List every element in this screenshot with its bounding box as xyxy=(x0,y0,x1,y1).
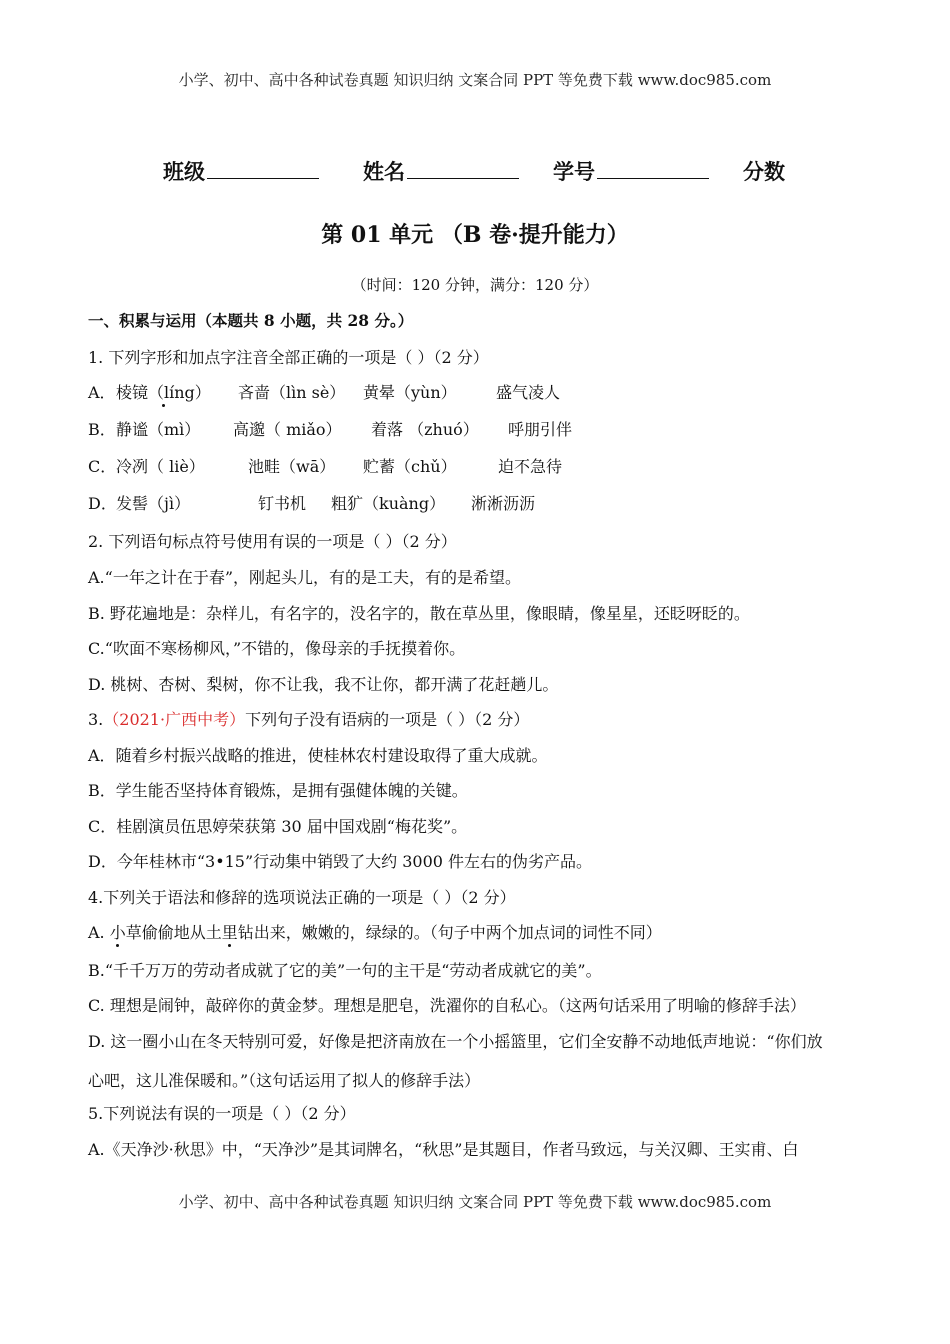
page-footer: 小学、初中、高中各种试卷真题 知识归纳 文案合同 PPT 等免费下载 www.doc985.com xyxy=(178,1193,772,1211)
q1-b-item2: 高邈（ miǎo） xyxy=(233,420,342,439)
q1-a-item1: 棱镜（líng） xyxy=(116,383,211,402)
q1-a-item3: 黄晕（yùn） xyxy=(363,383,457,402)
q1-d-item3: 粗犷（kuàng） xyxy=(331,494,446,513)
q4-dotted-word-2: 里 xyxy=(221,923,238,942)
q3-stem: 3.（2021·广西中考）下列句子没有语病的一项是（ ）（2 分） xyxy=(88,710,530,729)
exam-page: 小学、初中、高中各种试卷真题 知识归纳 文案合同 PPT 等免费下载 www.doc985.com 班级 姓名 学号 分数 第 01 单元 （B 卷·提升能力） （时间：120 分钟，满分：120 分） 一、积累与运用（本题共 8 小题，共 28 分。） 1. 下列字形和加点字注音全部正确的一项是（ ）（2 分） A． 棱镜（líng） 吝啬（lìn sè） 黄晕（yùn） 盛气凌人 B． 静谧（mì） 高邈（ miǎo） 着落 （zhuó） 呼朋引伴 C． 冷冽（ liè） 池畦（wā） 贮蓄（chǔ） 迫不急待 D． 发髻（jì） 钉书机 粗犷（kuàng） 淅淅沥沥 2. 下列语句标点符号使用有误的一项是（ ）（2 分） A.“一年之计在于春”，刚起头儿，有的是工夫，有的是希望。 B. 野花遍地是：杂样儿，有名字的，没名字的，散在草丛里，像眼睛，像星星，还眨呀眨的。 C.“吹面不寒杨柳风，”不错的，像母亲的手抚摸着你。 D. 桃树、杏树、梨树，你不让我，我不让你，都开满了花赶趟儿。 3.（2021·广西中考）下列句子没有语病的一项是（ ）（2 分） A．随着乡村振兴战略的推进，使桂林农村建设取得了重大成就。 B．学生能否坚持体育锻炼，是拥有强健体魄的关键。 C．桂剧演员伍思婷荣获第 30 届中国戏剧“梅花奖”。 D．今年桂林市“3•15”行动集中销毁了大约 3000 件左右的伪劣产品。 4.下列关于语法和修辞的选项说法正确的一项是（ ）（2 分） A. 小草偷偷地从土里钻出来，嫩嫩的，绿绿的。（句子中两个加点词的词性不同） B.“千千万万的劳动者成就了它的美”一句的主干是“劳动者成就它的美”。 C. 理想是闹钟，敲碎你的黄金梦。理想是肥皂，洗濯你的自私心。（这两句话采用了明喻的修辞手法） D. 这一圈小山在冬天特别可爱，好像是把济南放在一个小摇篮里，它们全安静不动地低声地说：“你们放 心吧，这儿准保暖和。”（这句话运用了拟人的修辞手法） 5.下列说法有误的一项是（ ）（2 分） A.《天净沙·秋思》中，“天净沙”是其词牌名，“秋思”是其题目，作者马致远，与关汉卿、王实甫、白 小学、初中、高中各种试卷真题 知识归纳 文案合同 PPT 等免费下载 www.doc985.com xyxy=(0,0,950,1344)
number-field: 学号 xyxy=(553,156,709,186)
q1-a-item2: 吝啬（lìn sè） xyxy=(238,383,346,402)
q5-option-a: A.《天净沙·秋思》中，“天净沙”是其词牌名，“秋思”是其题目，作者马致远，与关汉卿、王实甫、白 xyxy=(88,1140,799,1159)
q1-c-item2: 池畦（wā） xyxy=(248,457,336,476)
section-heading: 一、积累与运用（本题共 8 小题，共 28 分。） xyxy=(88,311,414,330)
q3-option-d: D．今年桂林市“3•15”行动集中销毁了大约 3000 件左右的伪劣产品。 xyxy=(88,852,593,871)
number-blank[interactable] xyxy=(597,156,709,179)
q1-a-item4: 盛气凌人 xyxy=(496,383,561,402)
score-field: 分数 xyxy=(743,159,785,184)
q1-c-item3: 贮蓄（chǔ） xyxy=(363,457,457,476)
page-header: 小学、初中、高中各种试卷真题 知识归纳 文案合同 PPT 等免费下载 www.doc985.com xyxy=(178,71,772,89)
q1-d-item4: 淅淅沥沥 xyxy=(471,494,536,513)
q1-b-item3: 着落 （zhuó） xyxy=(371,420,479,439)
class-blank[interactable] xyxy=(207,156,319,179)
q2-option-c: C.“吹面不寒杨柳风，”不错的，像母亲的手抚摸着你。 xyxy=(88,639,466,658)
q3-source: （2021·广西中考） xyxy=(103,710,246,729)
q4-option-a: A. 小草偷偷地从土里钻出来，嫩嫩的，绿绿的。（句子中两个加点词的词性不同） xyxy=(88,923,662,942)
q3-option-b: B．学生能否坚持体育锻炼，是拥有强健体魄的关键。 xyxy=(88,781,468,800)
q3-option-a: A．随着乡村振兴战略的推进，使桂林农村建设取得了重大成就。 xyxy=(88,746,548,765)
q2-option-d: D. 桃树、杏树、梨树，你不让我，我不让你，都开满了花赶趟儿。 xyxy=(88,675,559,694)
q1-stem: 1. 下列字形和加点字注音全部正确的一项是（ ）（2 分） xyxy=(88,348,489,367)
q2-option-b: B. 野花遍地是：杂样儿，有名字的，没名字的，散在草丛里，像眼睛，像星星，还眨呀眨的。 xyxy=(88,604,750,623)
name-field: 姓名 xyxy=(363,156,519,186)
q4-stem: 4.下列关于语法和修辞的选项说法正确的一项是（ ）（2 分） xyxy=(88,888,516,907)
class-field: 班级 xyxy=(163,156,319,186)
q1-b-item4: 呼朋引伴 xyxy=(508,420,573,439)
q3-option-c: C．桂剧演员伍思婷荣获第 30 届中国戏剧“梅花奖”。 xyxy=(88,817,468,836)
q4-option-c: C. 理想是闹钟，敲碎你的黄金梦。理想是肥皂，洗濯你的自私心。（这两句话采用了明喻的修辞手法） xyxy=(88,996,806,1015)
q1-d-item1: 发髻（jì） xyxy=(116,494,191,513)
q1-d-item2: 钉书机 xyxy=(258,494,307,513)
page-title: 第 01 单元 （B 卷·提升能力） xyxy=(321,222,629,248)
q5-stem: 5.下列说法有误的一项是（ ）（2 分） xyxy=(88,1104,356,1123)
name-blank[interactable] xyxy=(407,156,519,179)
q1-b-item1: 静谧（mì） xyxy=(116,420,201,439)
q1-c-item4: 迫不急待 xyxy=(498,457,563,476)
exam-time-info: （时间：120 分钟，满分：120 分） xyxy=(351,276,599,294)
q4-option-b: B.“千千万万的劳动者成就了它的美”一句的主干是“劳动者成就它的美”。 xyxy=(88,961,602,980)
q2-option-a: A.“一年之计在于春”，刚起头儿，有的是工夫，有的是希望。 xyxy=(88,568,522,587)
q2-stem: 2. 下列语句标点符号使用有误的一项是（ ）（2 分） xyxy=(88,532,457,551)
q4-option-d-line2: 心吧，这儿准保暖和。”（这句话运用了拟人的修辞手法） xyxy=(88,1071,481,1090)
q4-option-d-line1: D. 这一圈小山在冬天特别可爱，好像是把济南放在一个小摇篮里，它们全安静不动地低声地说：“你们放 xyxy=(88,1032,823,1051)
q1-c-item1: 冷冽（ liè） xyxy=(116,457,205,476)
q4-dotted-word-1: 小 xyxy=(109,923,126,942)
